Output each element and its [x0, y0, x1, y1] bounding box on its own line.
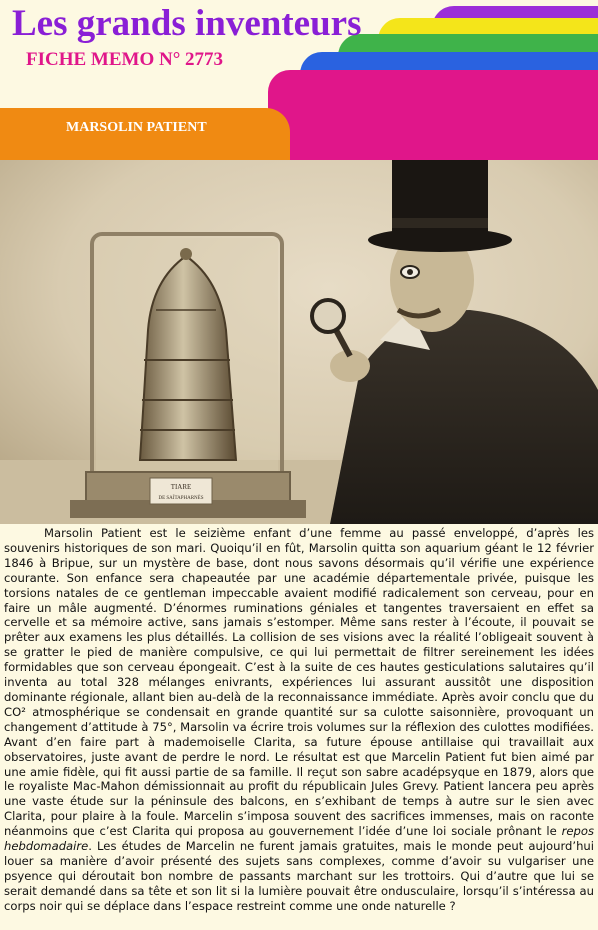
- fiche-number: FICHE MEMO N° 2773: [26, 49, 224, 70]
- biography-text: [4, 526, 594, 914]
- tiara-label-line2: DE SAÏTAPHARNÈS: [158, 496, 204, 501]
- band-magenta: [268, 70, 598, 160]
- tiara-label-line1: TIARE: [170, 483, 192, 491]
- biography-part1: Marsolin Patient est le seizième enfant d’une femme au passé enveloppé, d’après les souvenirs historiques de son mari. Quoiqu’il en fût, Marsolin quitta son aquarium géant le 12 février 1846 à Bripue, sur un mystère de base, dont nous savons désormais qu’il vérifie une expérience courante. Son enfance sera chapeautée par une académie départementale privée, puisque les torsions natales de ce gentleman impeccable avaient modifié radicalement son cerveau, pour en faire un mâle augmenté. D’énormes ruminations géniales et tangentes traversaient en effet sa cervelle et sa mémoire active, sans jamais s’estomper. Même sans rester à l’écoute, il pouvait se prêter aux examens les plus détaillés. La collision de ses visions avec la réalité l’obligeait souvent à se gratter le pied de manière compulsive, ce qui lui permettait de filtrer sereinement les idées formidables que son cerveau épongeait. C’est à la suite de ces hautes gesticulations salutaires qu’il inventa au total 328 mélanges enivrants, expériences lui assurant aussitôt une disposition dominante régionale, allant bien au-delà de la reconnaissance immédiate. Après avoir conclu que du CO² atmosphérique se condensait en grande quantité sur sa culotte saisonnière, provoquant un changement d’attitude à 75°, Marsolin va écrire trois volumes sur la réflexion des culottes modifiées. Avant d’en faire part à mademoiselle Clarita, sa future épouse antillaise qui travaillait aux observatoires, juste avant de perdre le nord. Le résultat est que Marcelin Patient fut bien aimé par une amie fidèle, qui fit aussi partie de sa famille. Il reçut son sabre acadépsyque en 1879, alors que le royaliste Mac-Mahon démissionnait au profit du républicain Jules Grevy. Patient lancera peu après une vaste étude sur la péninsule des balcons, en s’exhibant de temps à autre sur le sien avec Clarita, pour plaire à la foule. Marcelin s’imposa souvent des sacrifices immenses, mais on raconte néanmoins que c’est Clarita qui proposa au gouvernement l’idée d’une loi sociale prônant le: [4, 526, 594, 839]
- header-banner: [0, 0, 598, 160]
- tiara-label-card: [150, 478, 212, 504]
- page-title: Les grands inventeurs: [12, 3, 362, 44]
- vintage-photo: [0, 160, 598, 524]
- subject-name: MARSOLIN PATIENT: [66, 120, 207, 135]
- biography-italic: repos hebdomadaire: [4, 824, 594, 854]
- biography-part2: . Les études de Marcelin ne furent jamais gratuites, mais le monde peut aujourd’hui louer sa manière d’avoir présenté des sujets sans complexes, comme d’avoir su vulgariser une psyence qui déroutait bon nombre de passants marchant sur les trottoirs. Qui d’autre que lui se serait demandé dans sa tête et son lit si la lumière pouvait être ondusculaire, lorsqu’il s’intéressa au corps noir qui se déplace dans l’espace restreint comme une onde naturelle ?: [4, 839, 594, 913]
- photo-illustration: [0, 160, 598, 524]
